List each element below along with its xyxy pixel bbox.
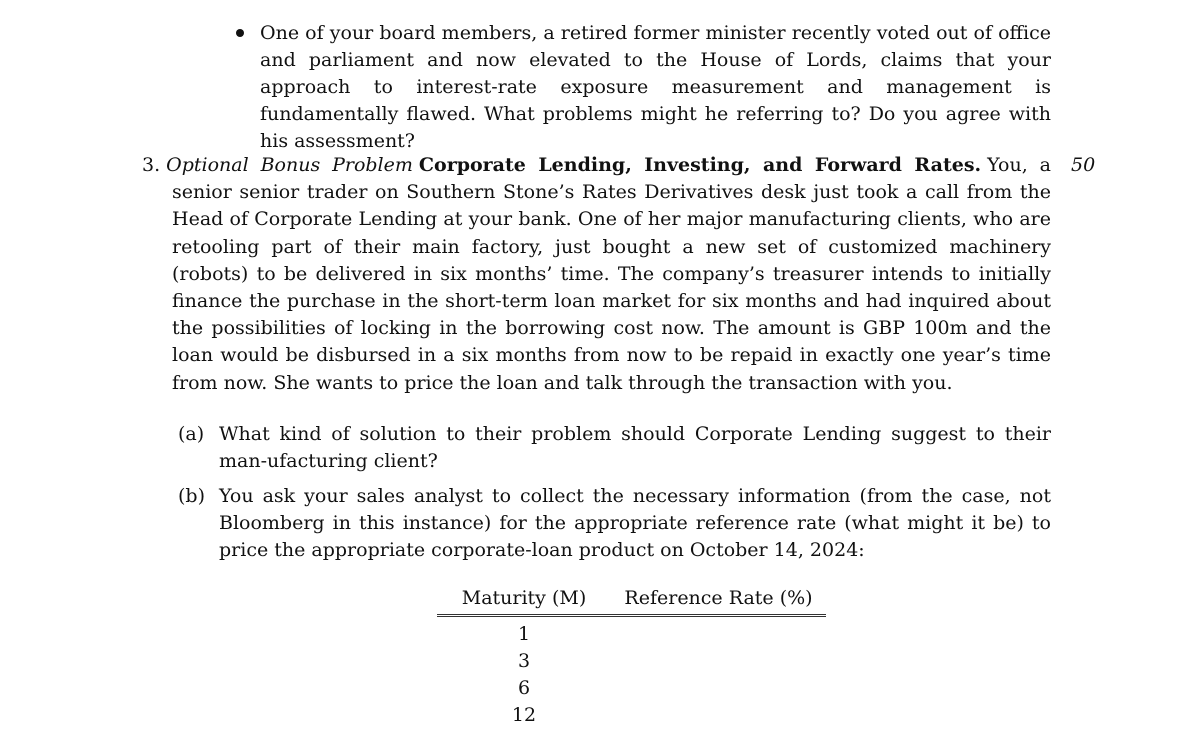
- reference-rate-table: [437, 584, 826, 728]
- table-row: [437, 616, 826, 648]
- table-row: [437, 701, 826, 728]
- part-b-text: You ask your sales analyst to collect the necessary information (from the case, not Bloomberg in this instance) for the appropriate reference rate (what might it be) to price the appropriate corporate-loan product on October 14, 2024:: [219, 485, 1051, 561]
- table-row: [437, 647, 826, 674]
- table-row: [437, 674, 826, 701]
- problem-kind: Optional Bonus Problem: [166, 154, 413, 176]
- cell-rate: [611, 701, 826, 728]
- header-maturity: Maturity (M): [437, 584, 611, 616]
- cell-maturity: 12: [511, 703, 537, 726]
- bullet-item: [236, 20, 1051, 155]
- part-b-label: (b): [178, 485, 205, 507]
- part-a-text: What kind of solution to their problem should Corporate Lending suggest to their man-ufacturing client?: [219, 423, 1051, 472]
- bullet-icon: [236, 29, 244, 37]
- cell-rate: [611, 674, 826, 701]
- cell-maturity: 1: [517, 622, 531, 645]
- part-b: [178, 483, 1051, 564]
- cell-maturity: 6: [517, 676, 531, 699]
- bullet-text: One of your board members, a retired former minister recently voted out of office and parliament and now elevated to the House of Lords, claims that your approach to interest-rate exposure measurement and management is fundamentally flawed. What problems might he referring to? Do you agree with his assessment?: [260, 22, 1051, 152]
- cell-rate: [611, 616, 826, 648]
- part-a: [178, 421, 1051, 475]
- problem-points: 50: [1071, 154, 1096, 176]
- table-header-row: [437, 584, 826, 616]
- problem-title: Corporate Lending, Investing, and Forward Rates.: [418, 154, 982, 176]
- part-a-label: (a): [178, 423, 205, 445]
- problem-3: [142, 152, 1051, 397]
- cell-maturity: 3: [517, 649, 531, 672]
- cell-rate: [611, 647, 826, 674]
- problem-body: You, a senior senior trader on Southern Stone’s Rates Derivatives desk just took a call from the Head of Corporate Lending at your bank. One of her major manufacturing clients, who are retooling part of their main factory, just bought a new set of customized machinery (robots) to be delivered in six months’ time. The company’s treasurer intends to initially finance the purchase in the short-term loan market for six months and had inquired about the possibilities of locking in the borrowing cost now. The amount is GBP 100m and the loan would be disbursed in a six months from now to be repaid in exactly one year’s time from now. She wants to price the loan and talk through the transaction with you.: [172, 154, 1051, 394]
- header-reference-rate: Reference Rate (%): [611, 584, 826, 616]
- problem-number: 3.: [142, 154, 161, 176]
- problem-paragraph: [142, 152, 1051, 397]
